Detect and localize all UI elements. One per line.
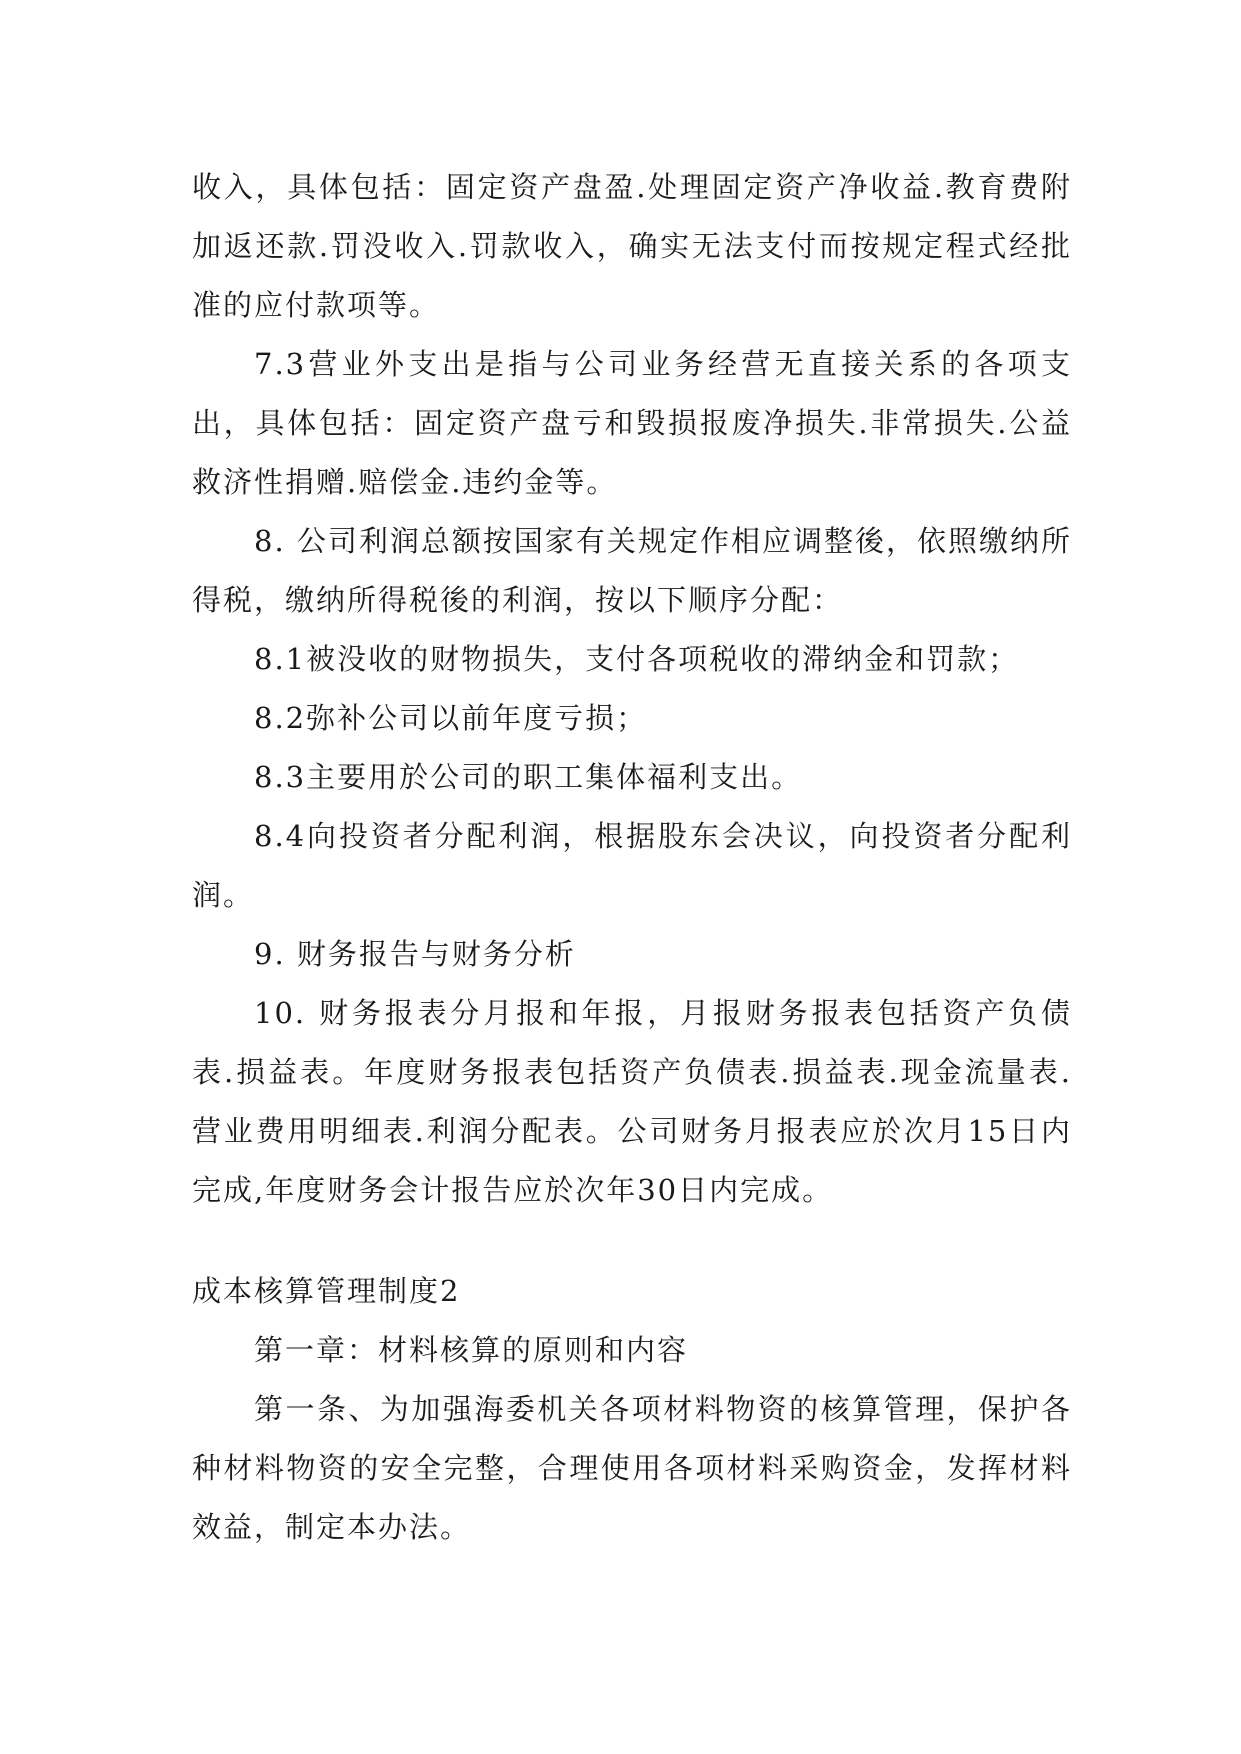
paragraph-8-2: 8.2弥补公司以前年度亏损； — [254, 701, 648, 735]
paragraph-8-3: 8.3主要用於公司的职工集体福利支出。 — [254, 760, 803, 794]
paragraph-10: 10. 财务报表分月报和年报，月报财务报表包括资产负债表.损益表。年度财务报表包括资产负债表.损益表.现金流量表.营业费用明细表.利润分配表。公司财务月报表应於次月15日内完成,年度财务会计报告应於次年30日内完成。 — [192, 996, 1072, 1207]
paragraph-7-3: 7.3营业外支出是指与公司业务经营无直接关系的各项支出，具体包括：固定资产盘亏和毁损报废净损失.非常损失.公益救济性捐赠.赔偿金.违约金等。 — [192, 347, 1072, 499]
paragraph-8-1: 8.1被没收的财物损失，支付各项税收的滞纳金和罚款； — [254, 642, 1020, 676]
paragraph-9: 9. 财务报告与财务分析 — [254, 937, 576, 971]
document-body — [192, 158, 1072, 1557]
article-1: 第一条、为加强海委机关各项材料物资的核算管理，保护各种材料物资的安全完整，合理使用各项材料采购资金，发挥材料效益，制定本办法。 — [192, 1392, 1072, 1544]
paragraph-income-continued: 收入，具体包括：固定资产盘盈.处理固定资产净收益.教育费附加返还款.罚没收入.罚款收入，确实无法支付而按规定程式经批准的应付款项等。 — [192, 170, 1072, 322]
paragraph-8-4: 8.4向投资者分配利润，根据股东会决议，向投资者分配利润。 — [192, 819, 1072, 912]
chapter-heading: 第一章：材料核算的原则和内容 — [254, 1333, 689, 1367]
section-title: 成本核算管理制度2 — [192, 1274, 461, 1308]
paragraph-8: 8. 公司利润总额按国家有关规定作相应调整後，依照缴纳所得税，缴纳所得税後的利润，按以下顺序分配： — [192, 524, 1072, 617]
